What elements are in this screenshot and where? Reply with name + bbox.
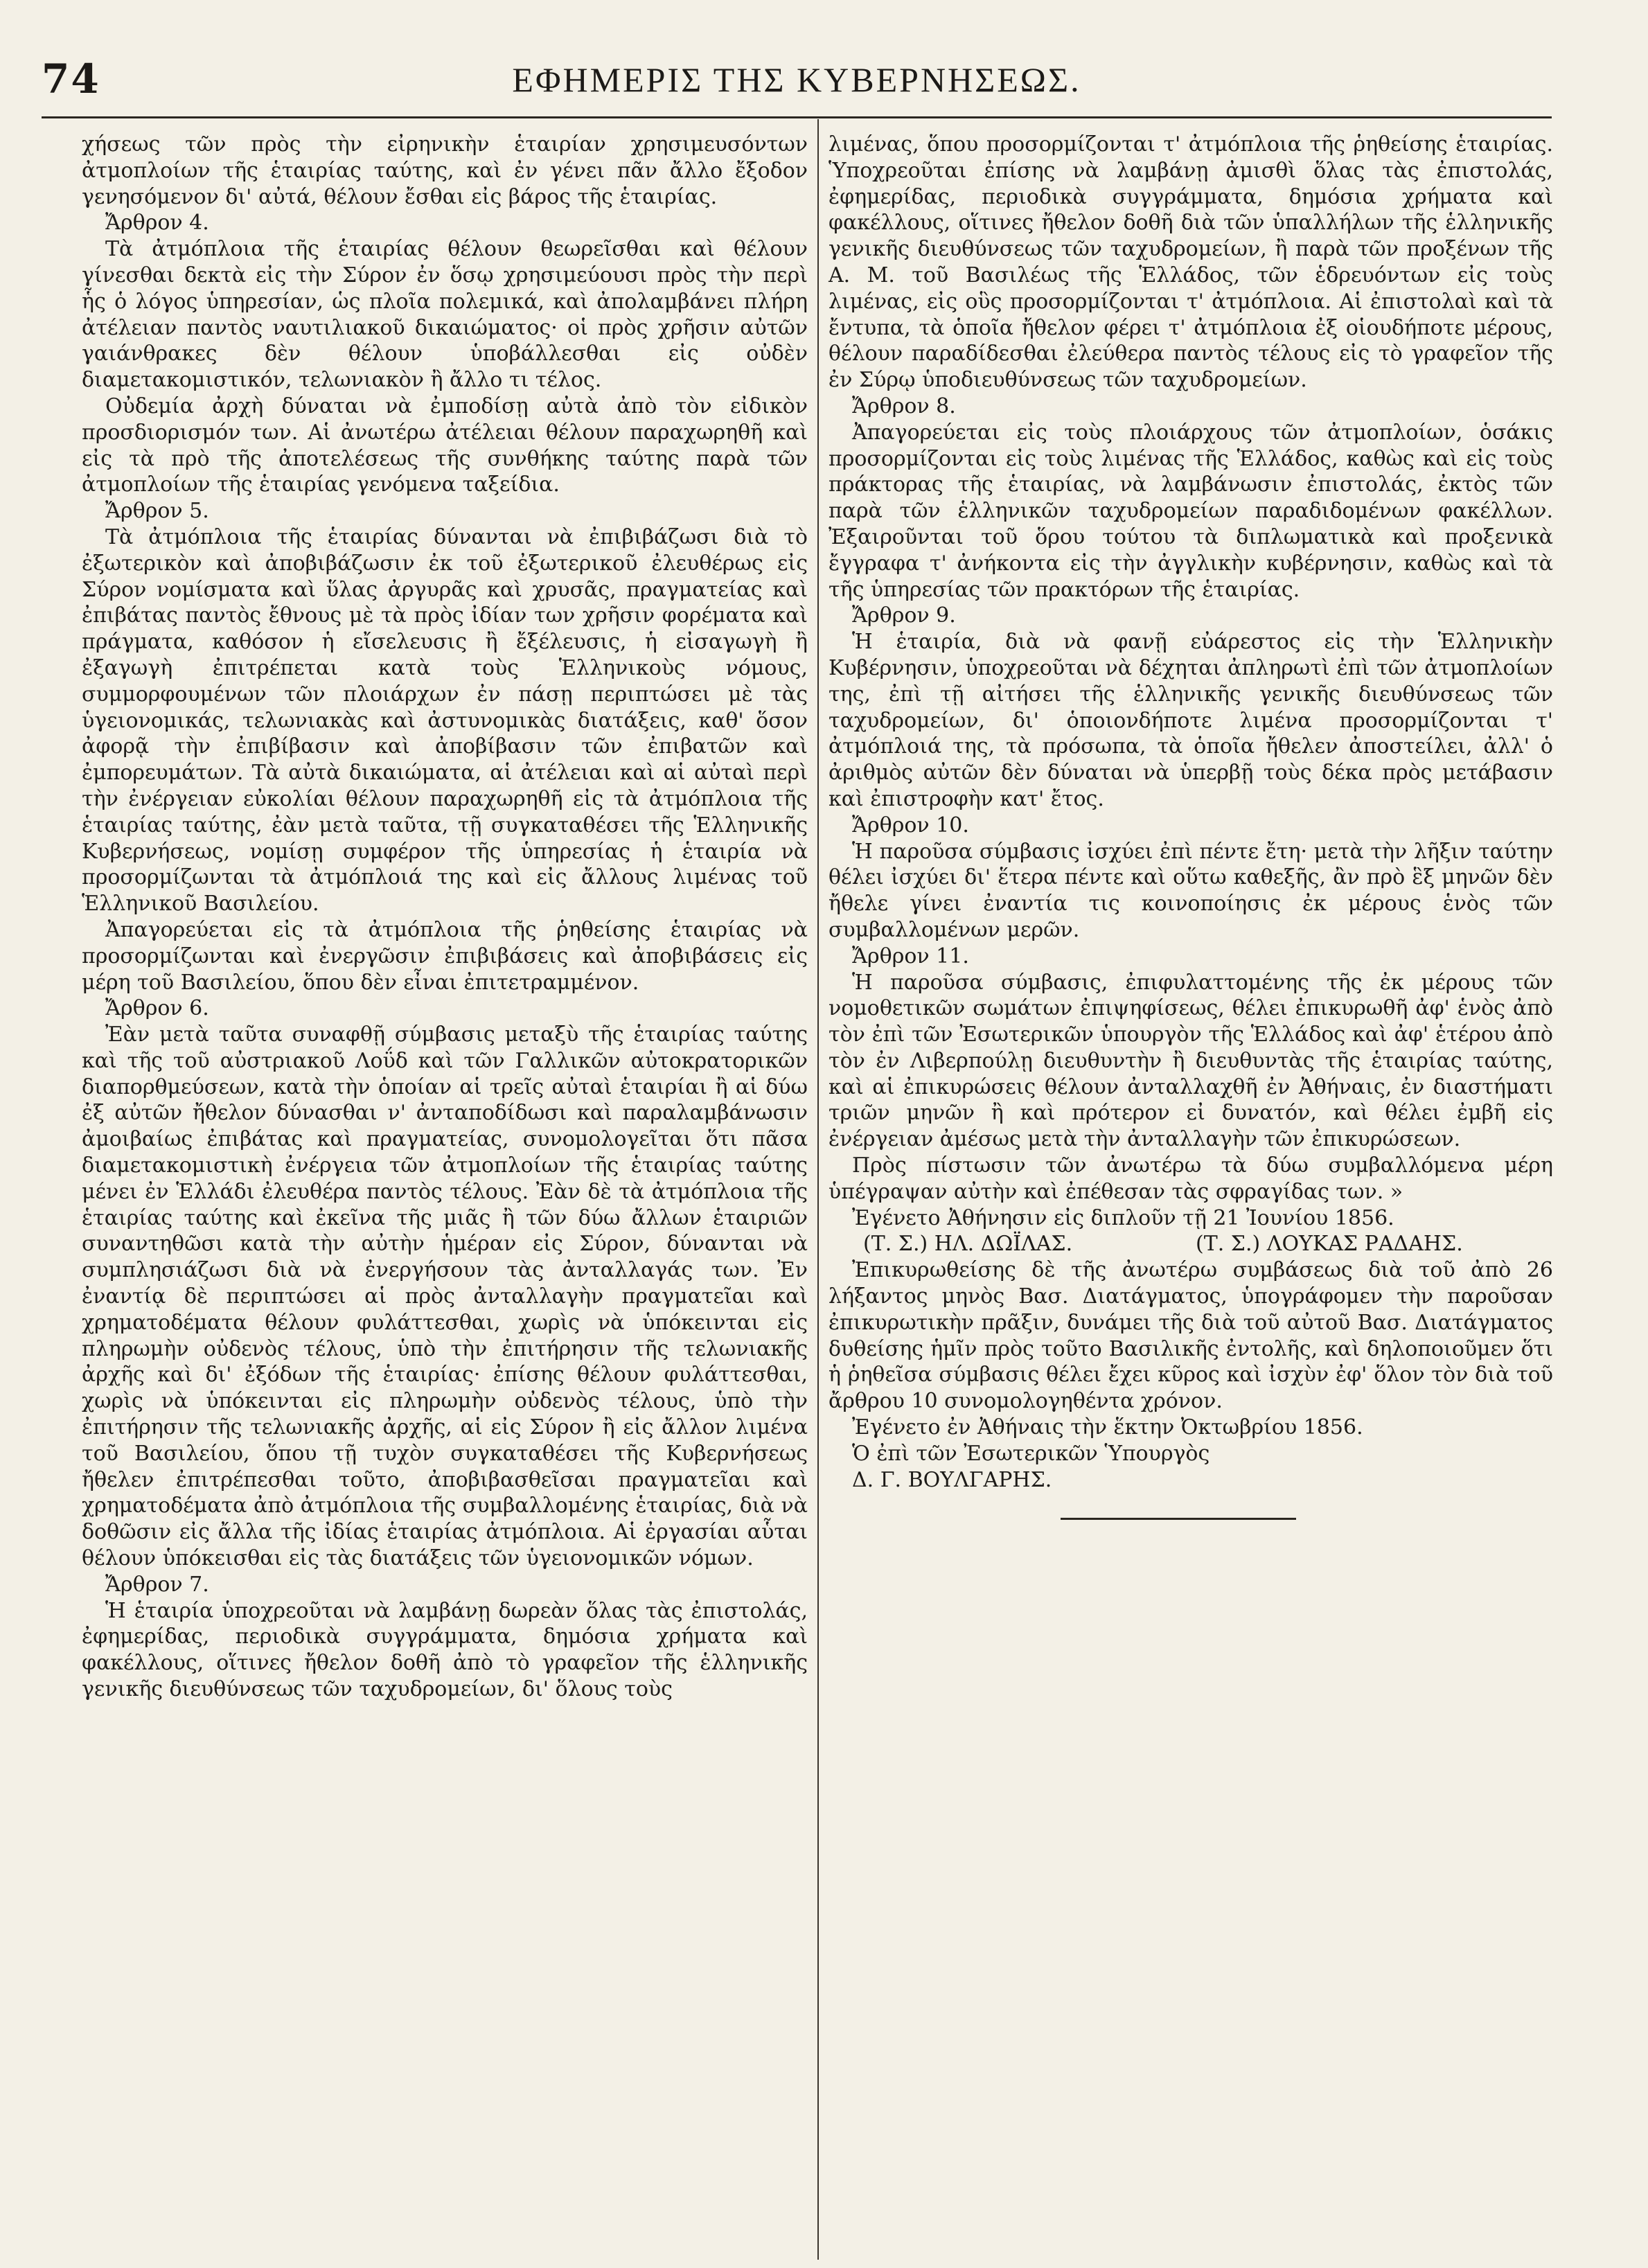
article-11-heading: Ἄρθρον 11. [852,943,969,968]
minister-title: Ὁ ἐπὶ τῶν Ἐσωτερικῶν Ὑπουργὸς [852,1441,1210,1466]
right-column [829,132,1553,1520]
left-column [82,132,808,1703]
end-rule [1061,1518,1296,1520]
article-5-paragraph-1: Τὰ ἀτμόπλοια τῆς ἑταιρίας δύνανται νὰ ἐπιβιβάζωσι διὰ τὸ ἐξωτερικὸν καὶ ἀποβιβάζωσιν ἐκ τοῦ ἐξωτερικοῦ ἐλευθέρως εἰς Σύρον νομίσματα καὶ ὕλας ἀργυρᾶς καὶ χρυσᾶς, πραγματείας καὶ ἐπιβάτας παντὸς ἔθνους μὲ τὰ πρὸς ἰδίαν των χρῆσιν φορέματα καὶ πράγματα, καθόσον ἡ εἴσελευσις ἢ ἔξέλευσις, ἡ εἰσαγωγὴ ἢ ἐξαγωγὴ ἐπιτρέπεται κατὰ τοὺς Ἑλληνικοὺς νόμους, συμμορφουμένων τῶν πλοιάρχων ἐν πάσῃ περιπτώσει μὲ τὰς ὑγειονομικάς, τελωνιακὰς καὶ ἀστυνομικὰς διατάξεις, καθ' ὅσον ἀφορᾷ τὴν ἐπιβίβασιν καὶ ἀποβίβασιν τῶν ἐπιβατῶν καὶ ἐμπορευμάτων. Τὰ αὐτὰ δικαιώματα, αἱ ἀτέλειαι καὶ αἱ αὐταὶ περὶ τὴν ἐνέργειαν εὐκολίαι θέλουν παραχωρηθῆ εἰς τὰ ἀτμόπλοια τῆς ἑταιρίας ταύτης, ἐὰν μετὰ ταῦτα, τῇ συγκαταθέσει τῆς Ἑλληνικῆς Κυβερνήσεως, νομίσῃ συμφέρον τῆς ὑπηρεσίας ἡ ἑταιρία νὰ προσορμίζωνται τὰ ἀτμόπλοιά της καὶ εἰς ἄλλους λιμένας τοῦ Ἑλληνικοῦ Βασιλείου. [82,524,808,916]
column-divider [817,119,819,2260]
ratification-paragraph: Ἐπικυρωθείσης δὲ τῆς ἀνωτέρω συμβάσεως διὰ τοῦ ἀπὸ 26 λήξαντος μηνὸς Βασ. Διατάγματος, ὑπογράφομεν τὴν παροῦσαν ἐπικυρωτικὴν πρᾶξιν, δυνάμει τῆς διὰ τοῦ αὐτοῦ Βασ. Διατάγματος δυθείσης ἡμῖν πρὸς τοῦτο Βασιλικῆς ἐντολῆς, καὶ δηλοποιοῦμεν ὅτι ἡ ῥηθεῖσα σύμβασις θέλει ἔχει κῦρος καὶ ἰσχὺν ἐφ' ὅλον τὸν διὰ τοῦ ἄρθρου 10 συνομολογηθέντα χρόνον. [829,1258,1553,1414]
page-number: 74 [42,55,100,103]
article-11-paragraph-1: Ἡ παροῦσα σύμβασις, ἐπιφυλαττομένης τῆς ἐκ μέρους τῶν νομοθετικῶν σωμάτων ἐπιψηφίσεως, θέλει ἐπικυρωθῆ ἀφ' ἑνὸς ἀπὸ τὸν ἐπὶ τῶν Ἐσωτερικῶν ὑπουργὸν τῆς Ἑλλάδος καὶ ἀφ' ἑτέρου ἀπὸ τὸν ἐν Λιβερπούλῃ διευθυντὴν ἢ διευθυντὰς τῆς ἑταιρίας ταύτης, καὶ αἱ ἐπικυρώσεις θέλουν ἀνταλλαχθῆ ἐν Ἀθήναις, ἐν διαστήματι τριῶν μηνῶν ἢ καὶ πρότερον εἰ δυνατόν, καὶ θέλει ἐμβῆ εἰς ἐνέργειαν ἀμέσως μετὰ τὴν ἀνταλλαγὴν τῶν ἐπικυρώσεων. [829,970,1553,1152]
intro-paragraph: χήσεως τῶν πρὸς τὴν εἰρηνικὴν ἑταιρίαν χρησιμευσόντων ἀτμοπλοίων τῆς ἑταιρίας ταύτης, καὶ ἐν γένει πᾶν ἄλλο ἔξοδον γενησόμενον δι' αὐτά, θέλουν ἔσθαι εἰς βάρος τῆς ἑταιρίας. [82,132,808,209]
gazette-title: ΕΦΗΜΕΡΙΣ ΤΗΣ ΚΥΒΕΡΝΗΣΕΩΣ. [512,60,1081,99]
article-5-paragraph-2: Ἀπαγορεύεται εἰς τὰ ἀτμόπλοια τῆς ῥηθείσης ἑταιρίας νὰ προσορμίζωνται καὶ ἐνεργῶσιν ἐπιβιβάσεις καὶ ἀποβιβάσεις εἰς μέρη τοῦ Βασιλείου, ὅπου δὲν εἶναι ἐπιτετραμμένον. [82,917,808,995]
witness-paragraph: Πρὸς πίστωσιν τῶν ἀνωτέρω τὰ δύω συμβαλλόμενα μέρη ὑπέγραψαν αὐτὴν καὶ ἐπέθεσαν τὰς σφραγίδας των. » [829,1153,1553,1204]
article-4-heading: Ἄρθρον 4. [105,211,209,236]
article-9-paragraph-1: Ἡ ἑταιρία, διὰ νὰ φανῇ εὐάρεστος εἰς τὴν Ἑλληνικὴν Κυβέρνησιν, ὑποχρεοῦται νὰ δέχηται ἀπληρωτὶ ἐπὶ τῶν ἀτμοπλοίων της, ἐπὶ τῇ αἰτήσει τῆς ἑλληνικῆς γενικῆς διευθύνσεως τῶν ταχυδρομείων, δι' ὁποιονδήποτε λιμένα προσορμίζονται τ' ἀτμόπλοιά της, τὰ πρόσωπα, τὰ ὁποῖα ἤθελεν ἀποστείλει, ἀλλ' ὁ ἀριθμὸς αὐτῶν δὲν δύναται νὰ ὑπερβῇ τοὺς δέκα πρὸς μετάβασιν καὶ ἐπιστροφὴν κατ' ἔτος. [829,630,1553,811]
signature-radais: (Τ. Σ.) ΛΟΥΚΑΣ ΡΑΔΑΗΣ. [1196,1232,1463,1257]
page-header [42,55,1552,111]
article-7-paragraph-1: Ἡ ἑταιρία ὑποχρεοῦται νὰ λαμβάνῃ δωρεὰν ὅλας τὰς ἐπιστολάς, ἐφημερίδας, περιοδικὰ συγγράμματα, δημόσια χρήματα καὶ φακέλλους, οἵτινες ἤθελον δοθῆ ἀπὸ τὸ γραφεῖον τῆς ἑλληνικῆς γενικῆς διευθύνσεως τῶν ταχυδρομείων, δι' ὅλους τοὺς [82,1598,808,1702]
continuation-paragraph: λιμένας, ὅπου προσορμίζονται τ' ἀτμόπλοια τῆς ῥηθείσης ἑταιρίας. Ὑποχρεοῦται ἐπίσης νὰ λαμβάνῃ ἀμισθὶ ὅλας τὰς ἐπιστολάς, ἐφημερίδας, περιοδικὰ συγγράμματα, δημόσια χρήματα καὶ φακέλλους, οἵτινες ἤθελον δοθῆ διὰ τῶν ὑπαλλήλων τῆς ἑλληνικῆς γενικῆς διευθύνσεως τῶν ταχυδρομείων, ἢ παρὰ τῶν προξένων τῆς Α. Μ. τοῦ Βασιλέως τῆς Ἑλλάδος, τῶν ἑδρευόντων εἰς τοὺς λιμένας, εἰς οὓς προσορμίζονται τ' ἀτμόπλοια. Αἱ ἐπιστολαὶ καὶ τὰ ἔντυπα, τὰ ὁποῖα ἤθελον φέρει τ' ἀτμόπλοια ἐξ οἱουδήποτε μέρους, θέλουν παραδίδεσθαι ἐλεύθερα παντὸς τέλους εἰς τὸ γραφεῖον τῆς ἐν Σύρῳ ὑποδιευθύνσεως τῶν ταχυδρομείων. [829,132,1553,393]
signature-line [829,1231,1553,1257]
signing-date: Ἐγένετο Ἀθήνησιν εἰς διπλοῦν τῇ 21 Ἰουνίου 1856. [852,1205,1394,1230]
article-4-paragraph-2: Οὐδεμία ἀρχὴ δύναται νὰ ἐμποδίσῃ αὐτὰ ἀπὸ τὸν εἰδικὸν προσδιορισμόν των. Αἱ ἀνωτέρω ἀτέλειαι θέλουν παραχωρηθῆ καὶ εἰς τὰ πρὸ τῆς ἀποτελέσεως τῆς συνθήκης ταύτης παρὰ τῶν ἀτμοπλοίων τῆς ἑταιρίας γενόμενα ταξείδια. [82,393,808,497]
minister-name: Δ. Γ. ΒΟΥΛΓΑΡΗΣ. [852,1467,1052,1492]
article-10-heading: Ἄρθρον 10. [852,813,969,838]
ratification-date: Ἐγένετο ἐν Ἀθήναις τὴν ἕκτην Ὀκτωβρίου 1856. [852,1415,1363,1440]
article-7-heading: Ἄρθρον 7. [105,1572,209,1597]
article-9-heading: Ἄρθρον 9. [852,603,956,628]
signature-doilas: (Τ. Σ.) ΗΛ. ΔΩΪΛΑΣ. [863,1232,1073,1257]
article-10-paragraph-1: Ἡ παροῦσα σύμβασις ἰσχύει ἐπὶ πέντε ἔτη· μετὰ τὴν λῆξιν ταύτην θέλει ἰσχύει δι' ἕτερα πέντε καὶ οὕτω καθεξῆς, ἂν πρὸ ἓξ μηνῶν δὲν ἤθελε γίνει ἐναντία τις κοινοποίησις ἐκ μέρους ἑνὸς τῶν συμβαλλομένων μερῶν. [829,839,1553,942]
article-4-paragraph-1: Τὰ ἀτμόπλοια τῆς ἑταιρίας θέλουν θεωρεῖσθαι καὶ θέλουν γίνεσθαι δεκτὰ εἰς τὴν Σύρον ἐν ὅσῳ χρησιμεύουσι πρὸς τὴν περὶ ἧς ὁ λόγος ὑπηρεσίαν, ὡς πλοῖα πολεμικά, καὶ ἀπολαμβάνει πλήρη ἀτέλειαν παντὸς ναυτιλιακοῦ δικαιώματος· οἱ πρὸς χρῆσιν αὐτῶν γαιάνθρακες δὲν θέλουν ὑποβάλλεσθαι εἰς οὐδὲν διαμετακομιστικόν, τελωνιακὸν ἢ ἄλλο τι τέλος. [82,237,808,393]
article-5-heading: Ἄρθρον 5. [105,499,209,524]
article-8-paragraph-1: Ἀπαγορεύεται εἰς τοὺς πλοιάρχους τῶν ἀτμοπλοίων, ὁσάκις προσορμίζονται εἰς τοὺς λιμένας τῆς Ἑλλάδος, καθὼς καὶ εἰς τοὺς πράκτορας τῆς ἑταιρίας, νὰ λαμβάνωσιν ἐπιστολάς, ἐκτὸς τῶν παρὰ τῶν ἑλληνικῶν ταχυδρομείων παραδιδομένων φακέλλων. Ἐξαιροῦνται τοῦ ὅρου τούτου τὰ διπλωματικὰ καὶ προξενικὰ ἔγγραφα τ' ἀνήκοντα εἰς τὴν ἀγγλικὴν κυβέρνησιν, καθὼς καὶ τὰ τῆς ὑπηρεσίας τῶν πρακτόρων τῆς ἑταιρίας. [829,420,1553,602]
article-6-paragraph-1: Ἐὰν μετὰ ταῦτα συναφθῇ σύμβασις μεταξὺ τῆς ἑταιρίας ταύτης καὶ τῆς τοῦ αὐστριακοῦ Λοΰδ καὶ τῶν Γαλλικῶν αὐτοκρατορικῶν διαπορθμεύσεων, κατὰ τὴν ὁποίαν αἱ τρεῖς αὐταὶ ἑταιρίαι ἢ αἱ δύω ἐξ αὐτῶν ἤθελον δύνασθαι ν' ἀνταποδίδωσι καὶ παραλαμβάνωσιν ἀμοιβαίως ἐπιβάτας καὶ πραγματείας, συνομολογεῖται ὅτι πᾶσα διαμετακομιστικὴ ἐνέργεια τῶν ἀτμοπλοίων τῆς ἑταιρίας ταύτης μένει ἐν Ἑλλάδι ἐλευθέρα παντὸς τέλους. Ἐὰν δὲ τὰ ἀτμόπλοια τῆς ἑταιρίας ταύτης καὶ ἐκεῖνα τῆς μιᾶς ἢ τῶν δύω ἄλλων ἑταιριῶν συναντηθῶσι κατὰ τὴν αὐτὴν ἡμέραν εἰς Σύρον, δύνανται νὰ συμπλησιάζωσι διὰ νὰ ἐνεργήσουν τὰς ἀνταλλαγάς των. Ἐν ἐναντίᾳ δὲ περιπτώσει αἱ πρὸς ἀνταλλαγὴν πραγματεῖαι καὶ χρηματοδέματα θέλουν φυλάττεσθαι, χωρὶς νὰ ὑπόκεινται εἰς πληρωμὴν οὐδενὸς τέλους, ὑπὸ τὴν ἐπιτήρησιν τῆς τελωνιακῆς ἀρχῆς καὶ δι' ἐξόδων τῆς ἑταιρίας· ἐπίσης θέλουν φυλάττεσθαι, χωρὶς νὰ ὑπόκεινται εἰς πληρωμὴν οὐδενὸς τέλους, ὑπὸ τὴν ἐπιτήρησιν τῆς τελωνιακῆς ἀρχῆς, αἱ εἰς Σύρον ἢ εἰς ἄλλον λιμένα τοῦ Βασιλείου, ὅπου τῇ τυχὸν συγκαταθέσει τῆς Κυβερνήσεως ἤθελεν ἐπιτρέπεσθαι τοῦτο, ἀποβιβασθεῖσαι πραγματεῖαι καὶ χρηματοδέματα ἀπὸ ἀτμόπλοια τῆς συμβαλλομένης ἑταιρίας, διὰ νὰ δοθῶσιν εἰς ἄλλα τῆς ἰδίας ἑταιρίας ἀτμόπλοια. Αἱ ἐργασίαι αὗται θέλουν ὑπόκεισθαι εἰς τὰς διατάξεις τῶν ὑγειονομικῶν νόμων. [82,1022,808,1571]
article-6-heading: Ἄρθρον 6. [105,996,209,1021]
header-rule [42,116,1552,118]
article-8-heading: Ἄρθρον 8. [852,393,956,418]
